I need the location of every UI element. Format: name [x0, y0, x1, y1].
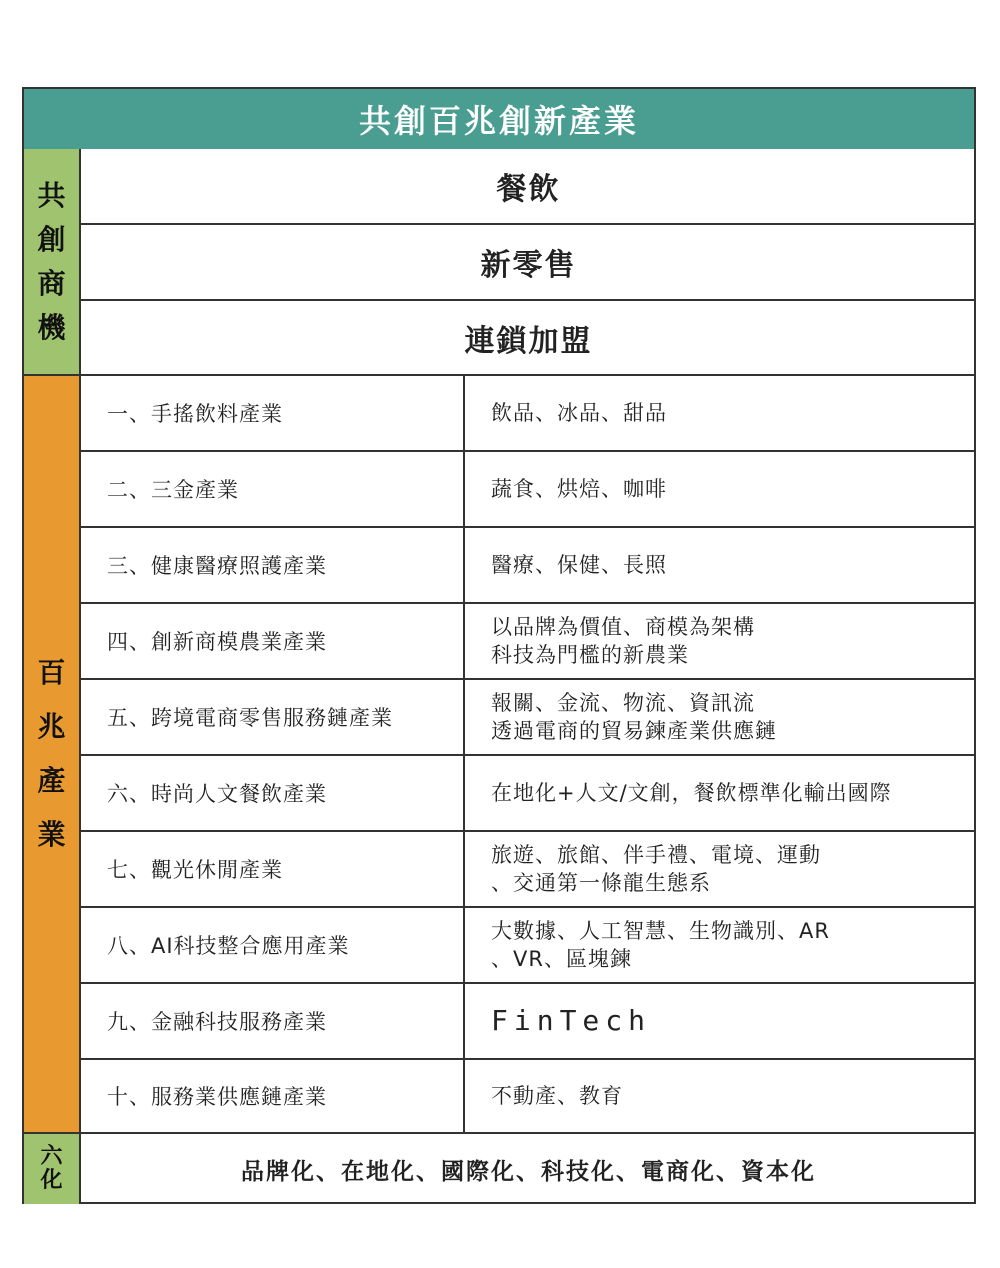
industry-name: 一、手搖飲料產業 [81, 376, 465, 450]
side-label-business [24, 149, 81, 376]
desc-line: 透過電商的貿易鍊產業供應鏈 [491, 719, 777, 743]
business-row: 餐飲 [81, 149, 976, 225]
industry-name: 四、創新商模農業產業 [81, 604, 465, 678]
industry-row [81, 832, 976, 908]
industry-desc [465, 984, 976, 1058]
side-char: 機 [37, 310, 66, 344]
side-label-industry [24, 376, 81, 1134]
industry-desc [465, 680, 976, 754]
industry-desc [465, 604, 976, 678]
business-row: 新零售 [81, 225, 976, 301]
industry-name: 六、時尚人文餐飲產業 [81, 756, 465, 830]
industry-row [81, 604, 976, 680]
industry-name: 九、金融科技服務產業 [81, 984, 465, 1058]
industry-desc [465, 908, 976, 982]
industry-table [22, 87, 976, 1204]
industry-desc [465, 376, 976, 450]
desc-line: 旅遊、旅館、伴手禮、電境、運動 [491, 843, 821, 867]
industry-row [81, 1060, 976, 1134]
industry-name: 八、AI科技整合應用產業 [81, 908, 465, 982]
industry-name: 七、觀光休閒產業 [81, 832, 465, 906]
desc-line: 在地化+人文/文創，餐飲標準化輸出國際 [491, 781, 892, 805]
six-transformations: 品牌化、在地化、國際化、科技化、電商化、資本化 [241, 1158, 816, 1185]
desc-line: FinTech [491, 1004, 652, 1037]
table-title: 共創百兆創新產業 [24, 89, 974, 149]
side-char: 業 [37, 818, 66, 851]
side-char: 產 [37, 764, 66, 797]
industry-row [81, 376, 976, 452]
industry-desc [465, 1060, 976, 1132]
industry-desc [465, 528, 976, 602]
side-label-six [24, 1134, 81, 1204]
industry-name: 五、跨境電商零售服務鏈產業 [81, 680, 465, 754]
desc-line: 、VR、區塊鍊 [491, 947, 632, 971]
side-char: 共 [37, 178, 66, 212]
desc-line: 科技為門檻的新農業 [491, 643, 689, 667]
desc-line: 不動產、教育 [491, 1084, 623, 1108]
industry-row [81, 680, 976, 756]
industry-desc [465, 832, 976, 906]
desc-line: 醫療、保健、長照 [491, 553, 667, 577]
side-char: 商 [37, 266, 66, 300]
business-row: 連鎖加盟 [81, 301, 976, 376]
desc-line: 飲品、冰品、甜品 [491, 401, 667, 425]
side-char: 化 [40, 1168, 63, 1193]
side-char: 兆 [37, 710, 66, 743]
industry-row [81, 908, 976, 984]
industry-desc [465, 756, 976, 830]
industry-row [81, 756, 976, 832]
industry-name: 三、健康醫療照護產業 [81, 528, 465, 602]
desc-line: 以品牌為價值、商模為架構 [491, 615, 755, 639]
side-char: 創 [37, 222, 66, 256]
industry-row [81, 528, 976, 604]
industry-row [81, 984, 976, 1060]
desc-line: 報關、金流、物流、資訊流 [491, 691, 755, 715]
side-char: 百 [37, 656, 66, 689]
industry-name: 十、服務業供應鏈產業 [81, 1060, 465, 1132]
desc-line: 大數據、人工智慧、生物識別、AR [491, 919, 830, 943]
desc-line: 蔬食、烘焙、咖啡 [491, 477, 667, 501]
industry-desc [465, 452, 976, 526]
industry-row [81, 452, 976, 528]
side-char: 六 [40, 1144, 63, 1169]
industry-name: 二、三金產業 [81, 452, 465, 526]
desc-line: 、交通第一條龍生態系 [491, 871, 711, 895]
